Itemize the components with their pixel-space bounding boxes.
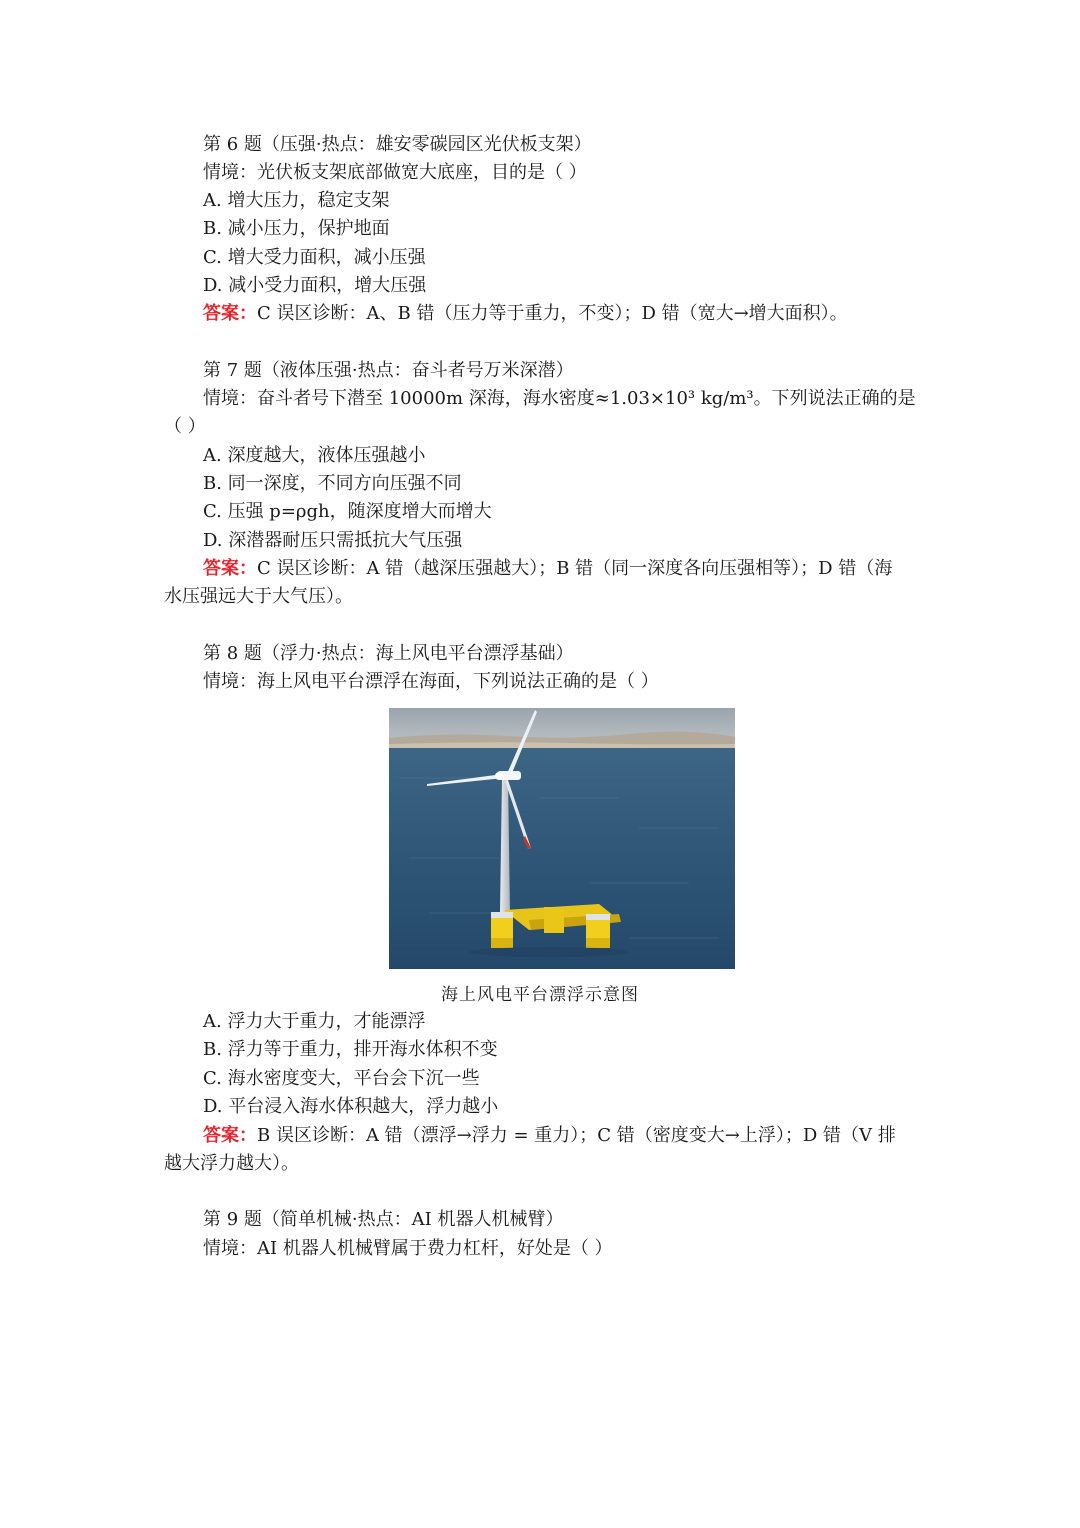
q8-answer-line2: 越大浮力越大）。: [164, 1153, 299, 1174]
q8-answer-line1: [203, 1122, 896, 1150]
figure-caption: 海上风电平台漂浮示意图: [441, 985, 639, 1005]
q7-title: 第 7 题（液体压强·热点：奋斗者号万米深潜）: [203, 360, 574, 381]
q6-answer: [203, 300, 848, 328]
q6-title: 第 6 题（压强·热点：雄安零碳园区光伏板支架）: [203, 134, 592, 155]
q7-option-b: B. 同一深度，不同方向压强不同: [203, 473, 462, 494]
q8-option-b: B. 浮力等于重力，排开海水体积不变: [203, 1039, 498, 1060]
q6-option-d: D. 减小受力面积，增大压强: [203, 275, 427, 296]
q9-scenario: 情境：AI 机器人机械臂属于费力杠杆，好处是（ ）: [203, 1238, 613, 1259]
q6-option-a: A. 增大压力，稳定支架: [203, 190, 390, 211]
q8-option-d: D. 平台浸入海水体积越大，浮力越小: [203, 1096, 499, 1117]
q7-scenario-line1: 情境：奋斗者号下潜至 10000m 深海，海水密度≈1.03×10³ kg/m³。下列说法正确的是: [203, 388, 916, 409]
q7-option-d: D. 深潜器耐压只需抵抗大气压强: [203, 530, 463, 551]
q8-option-a: A. 浮力大于重力，才能漂浮: [203, 1011, 426, 1032]
q7-option-a: A. 深度越大，液体压强越小: [203, 445, 426, 466]
q8-option-c: C. 海水密度变大，平台会下沉一些: [203, 1068, 480, 1089]
wind-platform-photo: [389, 708, 735, 969]
q7-answer-text: C 误区诊断：A 错（越深压强越大）；B 错（同一深度各向压强相等）；D 错（海: [257, 558, 893, 579]
q7-scenario-line2: （ ）: [164, 416, 206, 437]
q6-option-c: C. 增大受力面积，减小压强: [203, 247, 426, 268]
q7-answer-line2: 水压强远大于大气压）。: [164, 586, 353, 607]
q8-scenario: 情境：海上风电平台漂浮在海面，下列说法正确的是（ ）: [203, 671, 659, 692]
q6-answer-label: 答案：: [203, 303, 257, 324]
q9-title: 第 9 题（简单机械·热点：AI 机器人机械臂）: [203, 1209, 564, 1230]
q6-option-b: B. 减小压力，保护地面: [203, 218, 390, 239]
q7-answer-label: 答案：: [203, 558, 257, 579]
q6-answer-text: C 误区诊断：A、B 错（压力等于重力，不变）；D 错（宽大→增大面积）。: [257, 303, 848, 324]
q6-scenario: 情境：光伏板支架底部做宽大底座，目的是（ ）: [203, 162, 587, 183]
q8-answer-text: B 误区诊断：A 错（漂浮→浮力 = 重力）；C 错（密度变大→上浮）；D 错（V 排: [257, 1125, 896, 1146]
q8-title: 第 8 题（浮力·热点：海上风电平台漂浮基础）: [203, 643, 574, 664]
q8-answer-label: 答案：: [203, 1125, 257, 1146]
q7-answer-line1: [203, 555, 892, 583]
q7-option-c: C. 压强 p=ρgh，随深度增大而增大: [203, 501, 492, 522]
